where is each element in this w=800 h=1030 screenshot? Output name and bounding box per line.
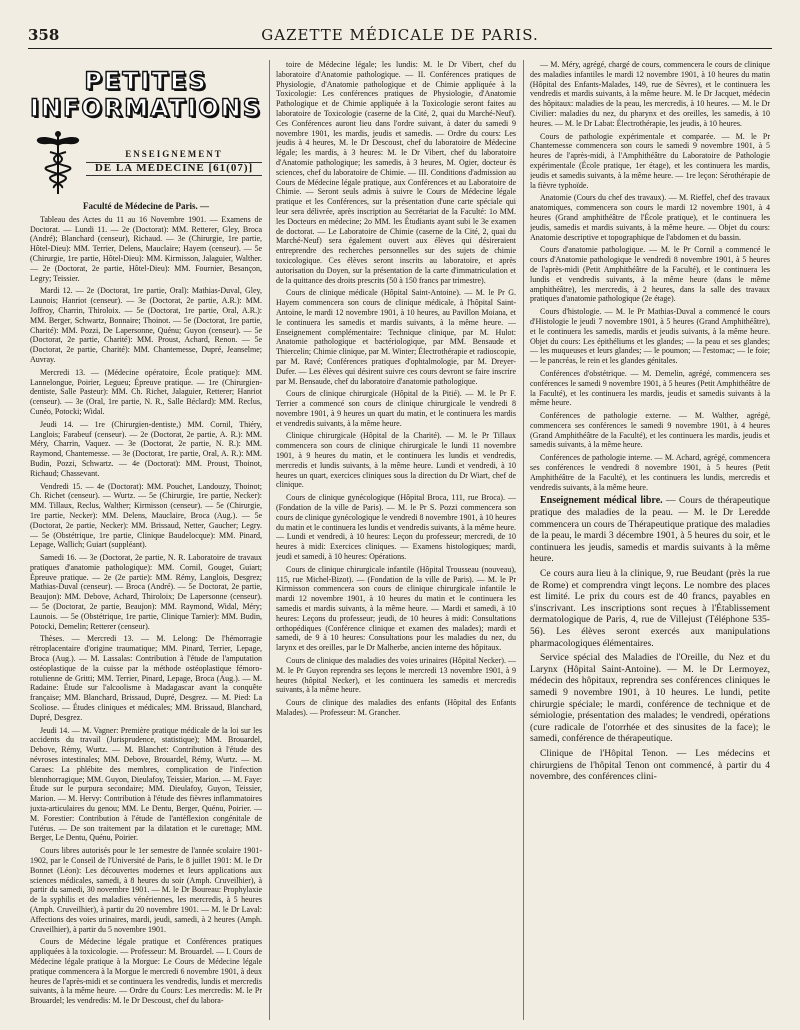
paragraph: Cours de clinique des maladies des voies urinaires (Hôpital Necker). — M. le Pr Guyon reprendra ses leçons le mercredi 13 novembre 1901, à 9 heures (hôpital Necker), et les continuera les samedis et mercredis suivants, à la même heure. <box>276 656 516 695</box>
caduceus-icon <box>30 128 86 198</box>
paragraph: Cours libres autorisés pour le 1er semestre de l'année scolaire 1901-1902, par le Conseil de l'Université de Paris, le 8 juillet 1901: M. le Dr Bonnet (Léon): Les découvertes modernes et leurs applications aux sciences médicales, samedi, à 8 heures du soir (Amph. Cruveilhier), à partir du samedi, 30 novembre 1901. — M. le Dr Boureau: Prophylaxie de la syphilis et des maladies vénériennes, les mercredis, à 5 heures (Amph. Cruveilhier), à partir du 20 novembre 1901. — M. le Dr Laval: Affections des voies urinaires, mardi, jeudi, samedi, à 2 heures (Amph. Cruveilhier), à partir du 5 novembre 1901. <box>30 846 262 934</box>
page-number: 358 <box>28 26 60 44</box>
paragraph: Cours d'histologie. — M. le Pr Mathias-Duval a commencé le cours d'Histologie le jeudi 7 novembre 1901, à 5 heures (Grand Amphithéâtre), et le continuera les samedis, mardis et jeudis suivants, à la même heure. Objet du cours: Les épithéliums et les glandes; — la peau et ses glandes; — les muqueuses et leurs glandes; — le poumon; — l'estomac; — le foie; — le pancréas, le rein et les glandes génitales. <box>530 307 770 366</box>
paragraph: Jeudi 14. — M. Vagner: Première pratique médicale de la loi sur les accidents du travail (Jurisprudence, statistique); MM. Brouardel, Debove, Rémy, Wurtz. — M. Blanchet: Contribution à l'étude des névroses intestinales; MM. Debove, Brouardel, Rémy, Wurtz. — M. Caraes: La phlébite des membres, complication de l'infection blennhorragique; MM. Guyon, Dieulafoy, Teissier, Marion. — M. Faye: Étude sur le purpura secondaire; MM. Dieulafoy, Guyon, Teissier, Marion. — M. Hervy: Contribution à l'étude des fièvres inflammatoires juxta-articulaires du genou; MM. Le Dentu, Berger, Quénu, Poirier. — M. Forestier: Contribution à l'étude de l'antéflexion congénitale de l'utérus. — De son traitement par la dilatation et le curettage; MM. Berger, Le Dentu, Quénu, Poirier. <box>30 725 262 843</box>
journal-title: GAZETTE MÉDICALE DE PARIS. <box>261 26 539 44</box>
paragraph: Cours de Médecine légale pratique et Conférences pratiques appliquées à la toxicologie. — Professeur: M. Brouardel. — I. Cours de Médecine légale pratique à la Morgue: Le Cours de Médecine légale pratique commencera à la Morgue le mercredi 6 novembre 1901, à deux heures de l'après-midi et se continuera les vendredis, lundis et mercredis suivants, à la même heure. — Ordre du Cours: Les mercredis: M. le Pr Brouardel; les vendredis: M. le Dr Descoust, chef du labora- <box>30 937 262 1006</box>
masthead <box>30 68 262 122</box>
paragraph: Jeudi 14. — 1re (Chirurgien-dentiste,) MM. Cornil, Thiéry, Langlois; Farabeuf (censeur). — 2e (Doctorat, 2e partie, A. R.): MM. Méry, Charrin, Vaquez. — 3e (Doctorat, 2e partie, N. R.): MM. Raymond, Chantemesse. — 3e (Doctorat, 1re partie, Oral, A. R.): MM. Budin, Pozzi, Schwartz. — 4e (Doctorat): MM. Proust, Thoinot, Richaud; Chassevant. <box>30 419 262 478</box>
libre-title: Enseignement médical libre. <box>540 495 663 507</box>
paragraph: Mardi 12. — 2e (Doctorat, 1re partie, Oral): Mathias-Duval, Gley, Launois; Hanriot (censeur). — 3e (Doctorat, 2e partie, A.R.): MM. Joffroy, Charrin, Thiroloix. — 5e (Doctorat, 1re partie, Oral, A.R.): MM. Berger, Schwartz, Bonnaire; Thoinot. — 5e (Doctorat, 1re partie, Charité): MM. Pozzi, De Lapersonne, Quénu; Guyon (censeur). — 5e (Doctorat, 2e partie, Charité): MM. Proust, Achard, Renon. — 5e (Doctorat, 2e partie, Charité): MM. Chantemesse, Dupré, Jeanselme; Auvray. <box>30 286 262 364</box>
paragraph: Conférences de pathologie externe. — M. Walther, agrégé, commencera ses conférences le samedi 9 novembre 1901, à 4 heures (Grand Amphithéâtre de la Faculté), et les continuera les mardis, jeudis et samedis suivants, à la même heure. <box>530 411 770 450</box>
paragraph: Anatomie (Cours du chef des travaux). — M. Rieffel, chef des travaux anatomiques, commencera son cours le mardi 12 novembre 1901, à 4 heures (Grand amphithéâtre de l'École pratique), et le continuera les jeudis, samedis et mardis suivants, à la même heure. — Objet du cours: Anatomie descriptive et topographique de l'abdomen et du bassin. <box>530 193 770 242</box>
paragraph: Conférences de pathologie interne. — M. Achard, agrégé, commencera ses conférences le vendredi 8 novembre 1901, à 5 heures (Petit Amphithéâtre de la Faculté), et les continuera les lundis, mercredis et vendredis suivants, à la même heure. <box>530 453 770 492</box>
paragraph: Cours de clinique des maladies des enfants (Hôpital des Enfants Malades). — Professeur: M. Grancher. <box>276 698 516 717</box>
paragraph: Cours de pathologie expérimentale et comparée. — M. le Pr Chantemesse commencera son cours le samedi 9 novembre 1901, à 5 heures de l'après-midi, à l'Amphithéâtre du Laboratoire de Pathologie expérimentale (École pratique, 1er étage), et les continuera les mardis, jeudis et samedis suivants, à la même heure. — 1re leçon: Sérothérapie de la fièvre typhoïde. <box>530 131 770 190</box>
paragraph: — M. Méry, agrégé, chargé de cours, commencera le cours de clinique des maladies infantiles le mardi 12 novembre 1901, à 10 heures du matin (Hôpital des Enfants-Malades, 149, rue de Sèvres), et le continuera les vendredis et mardis suivants, à la même heure. M. le Dr Jacquet, médecin des hôpitaux: maladies de la peau, les mercredis, à 10 heures. — M. le Dr Civilier: maladies du nez, du pharynx et des oreilles, les samedis, à 10 heures. — M. le Dr Labat: Électrothérapie, les jeudis, à 10 heures. <box>530 60 770 128</box>
paragraph: Cours d'anatomie pathologique. — M. le Pr Cornil a commencé le cours d'Anatomie pathologique le vendredi 8 novembre 1901, à 5 heures de l'après-midi (Petit Amphithéâtre de la Faculté), et le continuera les lundis et vendredis suivants, à la même heure (dans le même amphithéâtre), les mercredis, à 2 heures, dans la salle des travaux pratiques d'anatomie pathologique (2e étage). <box>530 245 770 304</box>
column-3 <box>530 60 770 1020</box>
paragraph: Cours de clinique chirurgicale (Hôpital de la Pitié). — M. le Pr F. Terrier a commencé son cours de clinique chirurgicale le vendredi 8 novembre 1901, à 9 heures un quart du matin, et le continuera les mardis et vendredis suivants, à la même heure. <box>276 389 516 428</box>
page-header <box>28 26 772 49</box>
column-1 <box>30 60 262 1020</box>
paragraph: Mercredi 13. — (Médecine opératoire, École pratique): MM. Lannelongue, Poirier, Legueu; Épreuve pratique. — 1re (Chirurgien-dentiste, Salle Pasteur): MM. Ch. Richet, Jalaguier, Retterer; Hanriot (censeur). — 3e (Oral, 1re partie, N. R., Salle Béclard): MM. Reclus, Cunéo, Potocki; Widal. <box>30 367 262 416</box>
paragraph: Thèses. — Mercredi 13. — M. Lelong: De l'hémorragie rétroplacentaire d'origine traumatique; MM. Pinard, Terrier, Lepage, Broca (Aug.). — M. Lassalas: Contribution à l'étude de l'amputation ostéoplastique de la cuisse par la méthode ostéoplastique fémoro-rotulienne de Gritti; MM. Terrier, Pinard, Lepage, Broca (Aug.). — M. Radaine: Étude sur l'alcoolisme à Madagascar avant la conquête française; MM. Blanchard, Brissaud, Dupré, Desgrez. — M. Pied: La Scoliose. — Études cliniques et médicales; MM. Brissaud, Blanchard, Dupré, Desgrez. <box>30 634 262 722</box>
column-divider <box>269 60 270 1020</box>
column-2 <box>276 60 516 1020</box>
paragraph: Cours de clinique gynécologique (Hôpital Broca, 111, rue Broca). — (Fondation de la ville de Paris). — M. le Pr S. Pozzi commencera son cours de clinique gynécologique le vendredi 8 novembre 1901, à 10 heures du matin et le continuera les lundis et vendredis suivants, à la même heure. — Lundi et vendredi, à 10 heures: Leçon du professeur; mercredi, de 10 heures à midi: Exercices cliniques. — Examens histologiques; mardi, jeudi et samedi, à 10 heures: Opérations. <box>276 493 516 562</box>
paragraph <box>530 495 770 565</box>
paragraph: toire de Médecine légale; les lundis: M. le Dr Vibert, chef du laboratoire d'Anatomie pathologique. — II. Conférences pratiques de Physiologie, d'Anatomie pathologique et de Chimie appliquée à la Toxicologie: Les conférences pratiques de Physiologie, d'Anatomie Pathologique et de Chimie appliquée à la Toxicologie seront faites au laboratoire de Toxicologie (caserne de la Cité, 2, quai du Marché-Neuf). Ces Conférences auront lieu dans l'ordre suivant, à dater du samedi 9 novembre 1901, les mardis, jeudis et samedis. — Ordre du cours: Les jeudis à 4 heures, M. le Dr Descoust, chef du laboratoire de Médecine légale; les mardis, à 3 heures: M. le Dr Vibert, chef du laboratoire d'Anatomie pathologique; les samedis, à 3 heures, M. Ogier, docteur ès sciences, chef du laboratoire de Chimie. — III. Conditions d'admission au Cours de Médecine légale pratique, aux Conférences et au Laboratoire de Chimie. — Seront seuls admis à suivre le Cours de Médecine légale pratique et les Conférences, sur la présentation d'une carte spéciale qui leur sera délivrée, après inscription au Secrétariat de la Faculté: 1o MM. les Docteurs en médecine; 2o MM. les Étudiants ayant subi le 3e examen de doctorat. — Le Laboratoire de Chimie (caserne de la Cité, 2, quai du Marché-Neuf) sera également ouvert aux élèves qui désireraient entreprendre des recherches personnelles sur des sujets de chimie toxicologique. Ces élèves seront inscrits au laboratoire, et après autorisation du Doyen, sur la présentation de la carte d'immatriculation et de la quittance des droits prescrits (50 à 150 francs par trimestre). <box>276 60 516 285</box>
masthead-line1: PETITES <box>84 67 208 95</box>
paragraph: Cours de clinique chirurgicale infantile (Hôpital Trousseau (nouveau), 115, rue Michel-Bizot). — (Fondation de la ville de Paris). — M. le Pr Kirmisson commencera son cours de clinique chirurgicale infantile le mardi 12 novembre 1901, à 10 heures du matin et le continuera les samedis et mardis suivants, à la même heure. — Mardi et samedi, à 10 heures: Leçons du professeur; jeudi, de 10 heures à midi: Consultations orthopédiques (Conférence clinique et examen des malades); mardi et samedi, de 9 à 10 heures: Consultations pour les maladies du nez, du larynx et des oreilles, par le Dr Malherbe, ancien interne des hôpitaux. <box>276 564 516 653</box>
column-divider <box>523 60 524 1020</box>
faculty-title: Faculté de Médecine de Paris. — <box>83 201 209 211</box>
masthead-line2: INFORMATIONS <box>30 94 262 122</box>
paragraph: Service spécial des Maladies de l'Oreille, du Nez et du Larynx (Hôpital Saint-Antoine). — M. le Dr Lermoyez, médecin des hôpitaux, reprendra ses conférences cliniques le samedi 9 novembre 1901, à 10 heures. Le lundi, petite chirurgie spéciale; le mardi, conférence de technique et de sémiologie, présentation des malades; le vendredi, opérations (cure radicale de l'otorrhée et des sinusites de la face); le samedi, conférence de thérapeutique. <box>530 652 770 745</box>
paragraph: Ce cours aura lieu à la clinique, 9, rue Beudant (près la rue de Rome) et comprendra vingt leçons. Le nombre des places est limité. Le prix du cours est de 40 francs, payables en s'inscrivant. Les inscriptions sont reçues à l'Établissement dermatologique de Paris, 4, rue de Villejust (Téléphone 535-56). Les élèves seront exercés aux manipulations pharmacologiques élémentaires. <box>530 568 770 649</box>
enseignement-title <box>86 150 262 176</box>
paragraph: Clinique de l'Hôpital Tenon. — Les médecins et chirurgiens de l'hôpital Tenon ont commencé, à partir du 4 novembre, des conférences clini- <box>530 747 770 783</box>
libre-text: — Cours de thérapeutique pratique des maladies de la peau. — M. le Dr Leredde commencera un cours de Thérapeutique pratique des maladies de la peau, le mardi 3 décembre 1901, à 5 heures du soir, et le continuera les jeudis, samedis et mardis suivants à la même heure. <box>530 495 770 565</box>
paragraph: Vendredi 15. — 4e (Doctorat): MM. Pouchet, Landouzy, Thoinot; Ch. Richet (censeur). — Wurtz. — 5e (Chirurgie, 1re partie, Necker): MM. Tillaux, Reclus, Walther; Kirmisson (censeur). — 5e (Chirurgie, 1re partie, Necker): MM. Delens, Mauclaire, Broca (Aug.). — 5e (Doctorat, 2e partie, Necker): MM. Brissaud, Netter, Gaucher; Legry. — 5e (Obstétrique, 1re partie, Clinique Baudelocque): MM. Pinard, Lepage, Wallich; Guiart (suppléant). <box>30 481 262 550</box>
enseignement-line2: DE LA MÉDECINE [61(07)] <box>86 162 262 176</box>
paragraph: Conférences d'obstétrique. — M. Demelin, agrégé, commencera ses conférences le samedi 9 novembre 1901, à 5 heures (Petit Amphithéâtre de la Faculté), et les continuera les mardis, jeudis et samedis suivants à la même heure. <box>530 368 770 408</box>
paragraph: Tableau des Actes du 11 au 16 Novembre 1901. — Examens de Doctorat. — Lundi 11. — 2e (Doctorat): MM. Retterer, Gley, Broca (André); Blanchard (censeur), Richaud. — 3e (Chirurgie, 1re partie, Hôtel-Dieu): MM. Terrier, Delens, Mauclaire; Hayem (censeur). — 5e (Chirurgie, 1re partie, Hôtel-Dieu): MM. Kirmisson, Jalaguier, Walther. — 2e (Doctorat, 2e partie, Hôtel-Dieu): MM. Fournier, Besançon, Legry; Teissier. <box>30 214 262 283</box>
section-banner <box>30 128 262 198</box>
enseignement-line1: ENSEIGNEMENT <box>125 149 223 160</box>
paragraph: Samedi 16. — 3e (Doctorat, 2e partie, N. R. Laboratoire de travaux pratiques d'anatomie pathologique): MM. Cornil, Gouget, Guiart; Épreuve pratique. — 2e (2e partie): MM. Rémy, Langlois, Desgrez; Mathias-Duval (censeur). — Broca (André). — 5e Doctorat, 2e partie, Beaujon): MM. Debove, Achard, Thiroloix; De Lapersonne (censeur). — 5e (Doctorat, 2e partie, Beaujon): MM. Raymond, Widal, Méry; Launois. — 5e (Obstétrique, 1re partie, Clinique Tarnier): MM. Budin, Potocki, Demelin; Retterer (censeur). <box>30 553 262 631</box>
paragraph: Cours de clinique médicale (Hôpital Saint-Antoine). — M. le Pr G. Hayem commencera son cours de clinique médicale, à l'hôpital Saint-Antoine, le mardi 12 novembre 1901, à 10 heures, au Pavillon Moiana, et le continuera les samedis et mardis suivants, à la même heure. — Enseignement complémentaire: Technique clinique, par M. Hulot: Anatomie pathologique et bactériologique, par MM. Bensaude et Thiercelin; Chimie clinique, par M. Winter; Électrothérapie et radioscopie, par M. Ravé; Conférences pratiques d'ophtalmologie, par M. Dreyer-Dufer. — Les élèves qui désirent suivre ces cours devront se faire inscrire par M. Bensaude, chef du laboratoire d'anatomie pathologique. <box>276 288 516 386</box>
paragraph: Clinique chirurgicale (Hôpital de la Charité). — M. le Pr Tillaux commencera son cours de clinique chirurgicale le lundi 11 novembre 1901, à 9 heures du matin, et le continuera les lundis et vendredis, mercredis et lundis suivants, à la même heure. Lundi et vendredi, à 10 heures un quart, exercices cliniques sous la direction du Dr Wiart, chef de clinique. <box>276 431 516 490</box>
